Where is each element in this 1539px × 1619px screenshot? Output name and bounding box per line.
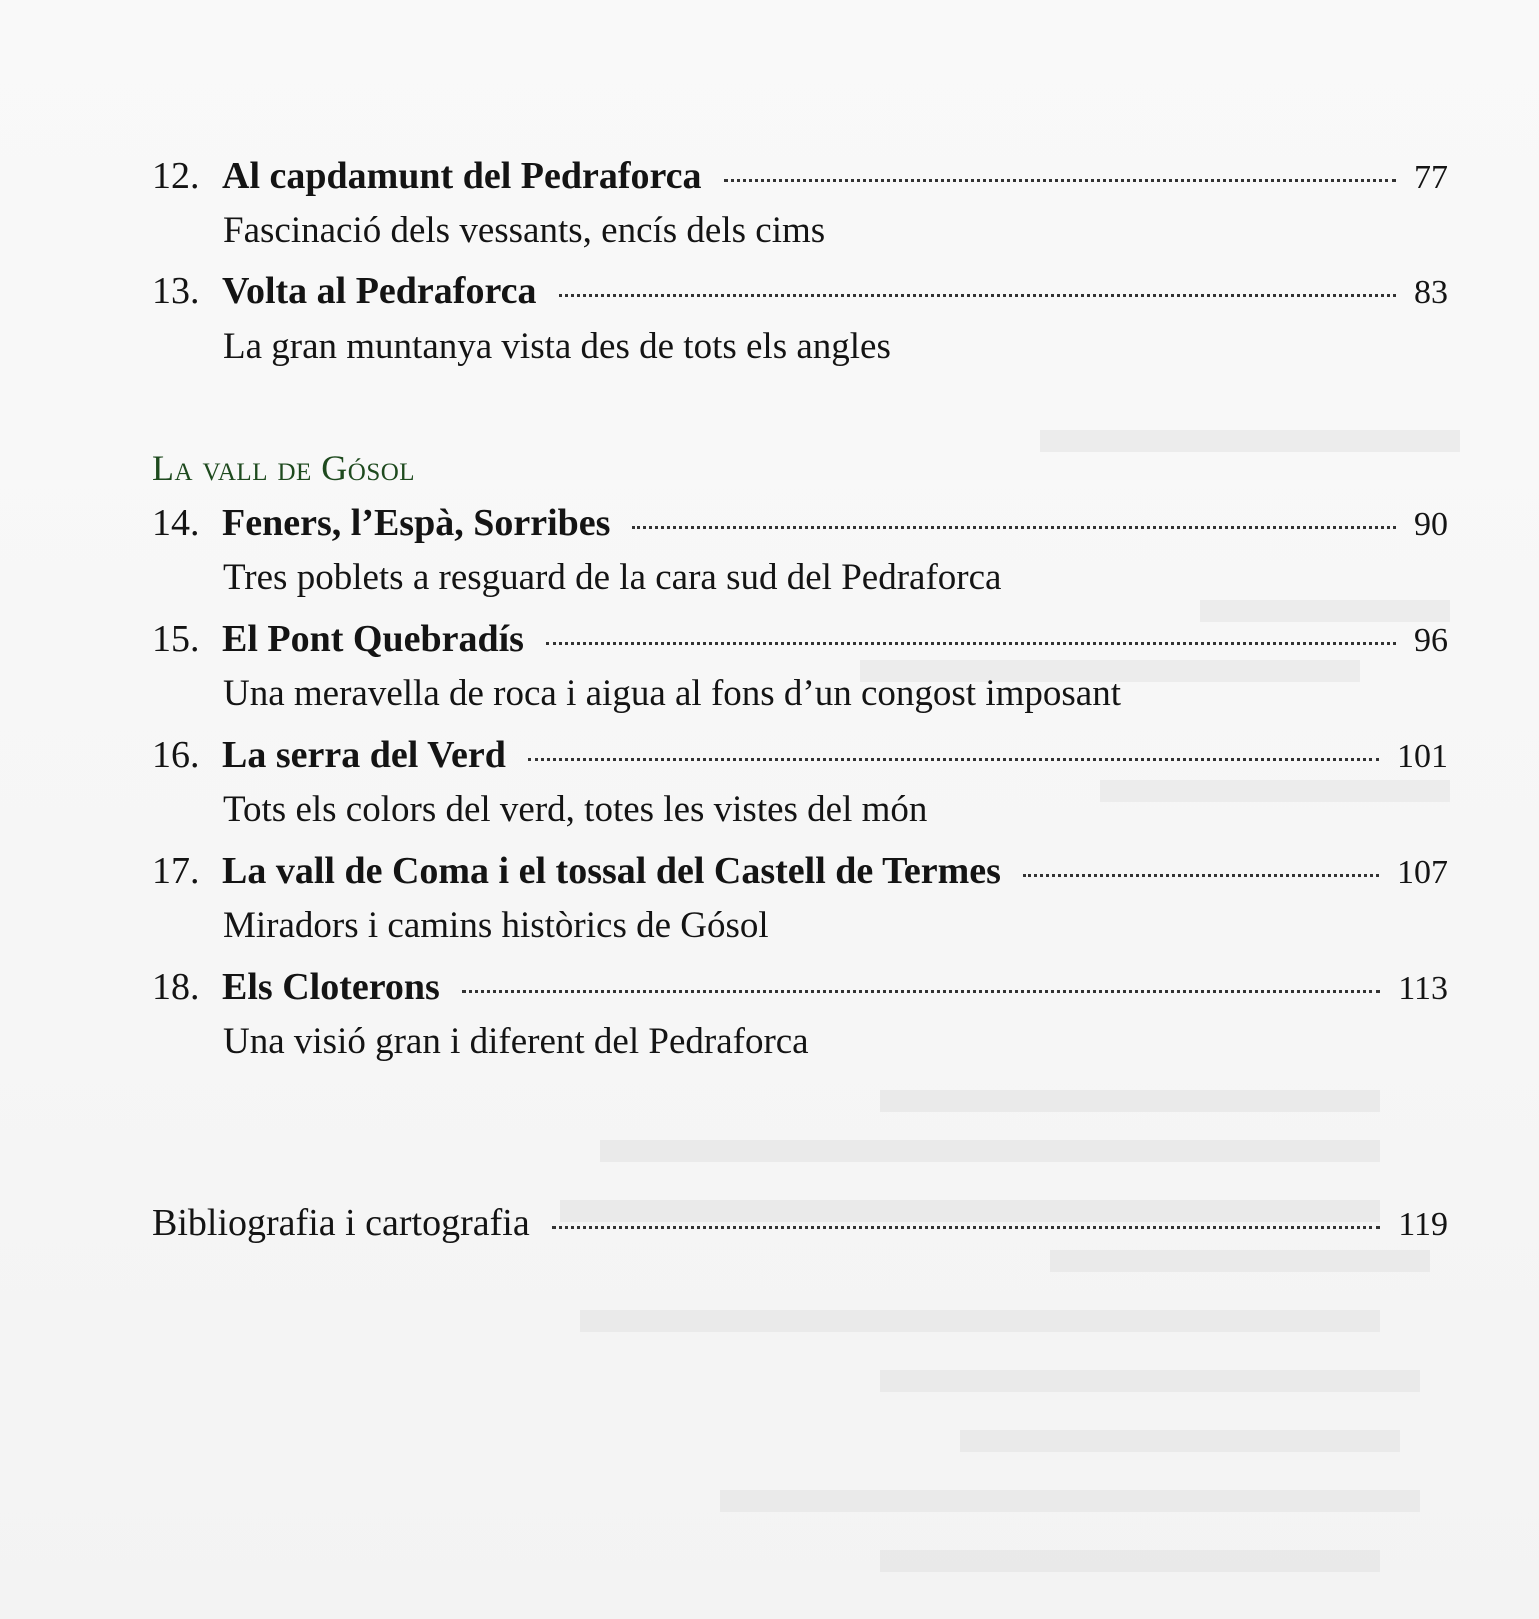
entry-number: 15.: [152, 618, 200, 660]
entry-number: 17.: [152, 850, 200, 892]
entry-subtitle: Una meravella de roca i aigua al fons d’un congost imposant: [223, 673, 1121, 714]
entry-subtitle: La gran muntanya vista des de tots els angles: [223, 326, 891, 367]
dot-leader: [1023, 874, 1379, 877]
toc-entry-12[interactable]: [152, 150, 1448, 202]
entry-title: Els Cloterons: [222, 966, 440, 1008]
entry-number: 18.: [152, 966, 200, 1008]
entry-number: 13.: [152, 270, 200, 312]
dot-leader: [546, 642, 1396, 645]
entry-page-number: 77: [1414, 159, 1448, 196]
entry-number: 14.: [152, 502, 200, 544]
toc-entry-15[interactable]: [152, 613, 1448, 665]
toc-entry-18[interactable]: [152, 961, 1448, 1013]
entry-page-number: 90: [1414, 506, 1448, 543]
entry-title: Feners, l’Espà, Sorribes: [222, 502, 611, 544]
dot-leader: [559, 294, 1396, 297]
entry-subtitle: Fascinació dels vessants, encís dels cims: [223, 210, 826, 251]
entry-title: Volta al Pedraforca: [222, 270, 537, 312]
entry-title: El Pont Quebradís: [222, 618, 524, 660]
entry-title: Al capdamunt del Pedraforca: [222, 155, 702, 197]
entry-subtitle: Miradors i camins històrics de Gósol: [223, 905, 769, 946]
entry-subtitle: Tres poblets a resguard de la cara sud del Pedraforca: [223, 557, 1002, 598]
entry-subtitle: Una visió gran i diferent del Pedraforca: [223, 1021, 809, 1062]
entry-title: La serra del Verd: [222, 734, 506, 776]
dot-leader: [632, 526, 1396, 529]
toc-entry-13[interactable]: [152, 265, 1448, 317]
entry-title: La vall de Coma i el tossal del Castell de Termes: [222, 850, 1001, 892]
entry-subtitle: Tots els colors del verd, totes les vistes del món: [223, 789, 928, 830]
entry-page-number: 113: [1398, 970, 1448, 1007]
entry-number: 12.: [152, 155, 200, 197]
entry-page-number: 107: [1397, 854, 1448, 891]
dot-leader: [552, 1226, 1381, 1229]
entry-page-number: 96: [1414, 622, 1448, 659]
toc-entry-16[interactable]: [152, 729, 1448, 781]
toc-entry-14[interactable]: [152, 497, 1448, 549]
entry-page-number: 101: [1397, 738, 1448, 775]
dot-leader: [462, 990, 1380, 993]
dot-leader: [724, 179, 1396, 182]
entry-title: Bibliografia i cartografia: [152, 1202, 530, 1244]
entry-page-number: 83: [1414, 274, 1448, 311]
entry-number: 16.: [152, 734, 200, 776]
toc-entry-17[interactable]: [152, 845, 1448, 897]
entry-page-number: 119: [1398, 1206, 1448, 1243]
toc-entry-bibliography[interactable]: [152, 1197, 1448, 1249]
section-heading: La vall de Gósol: [152, 448, 416, 488]
dot-leader: [528, 758, 1379, 761]
